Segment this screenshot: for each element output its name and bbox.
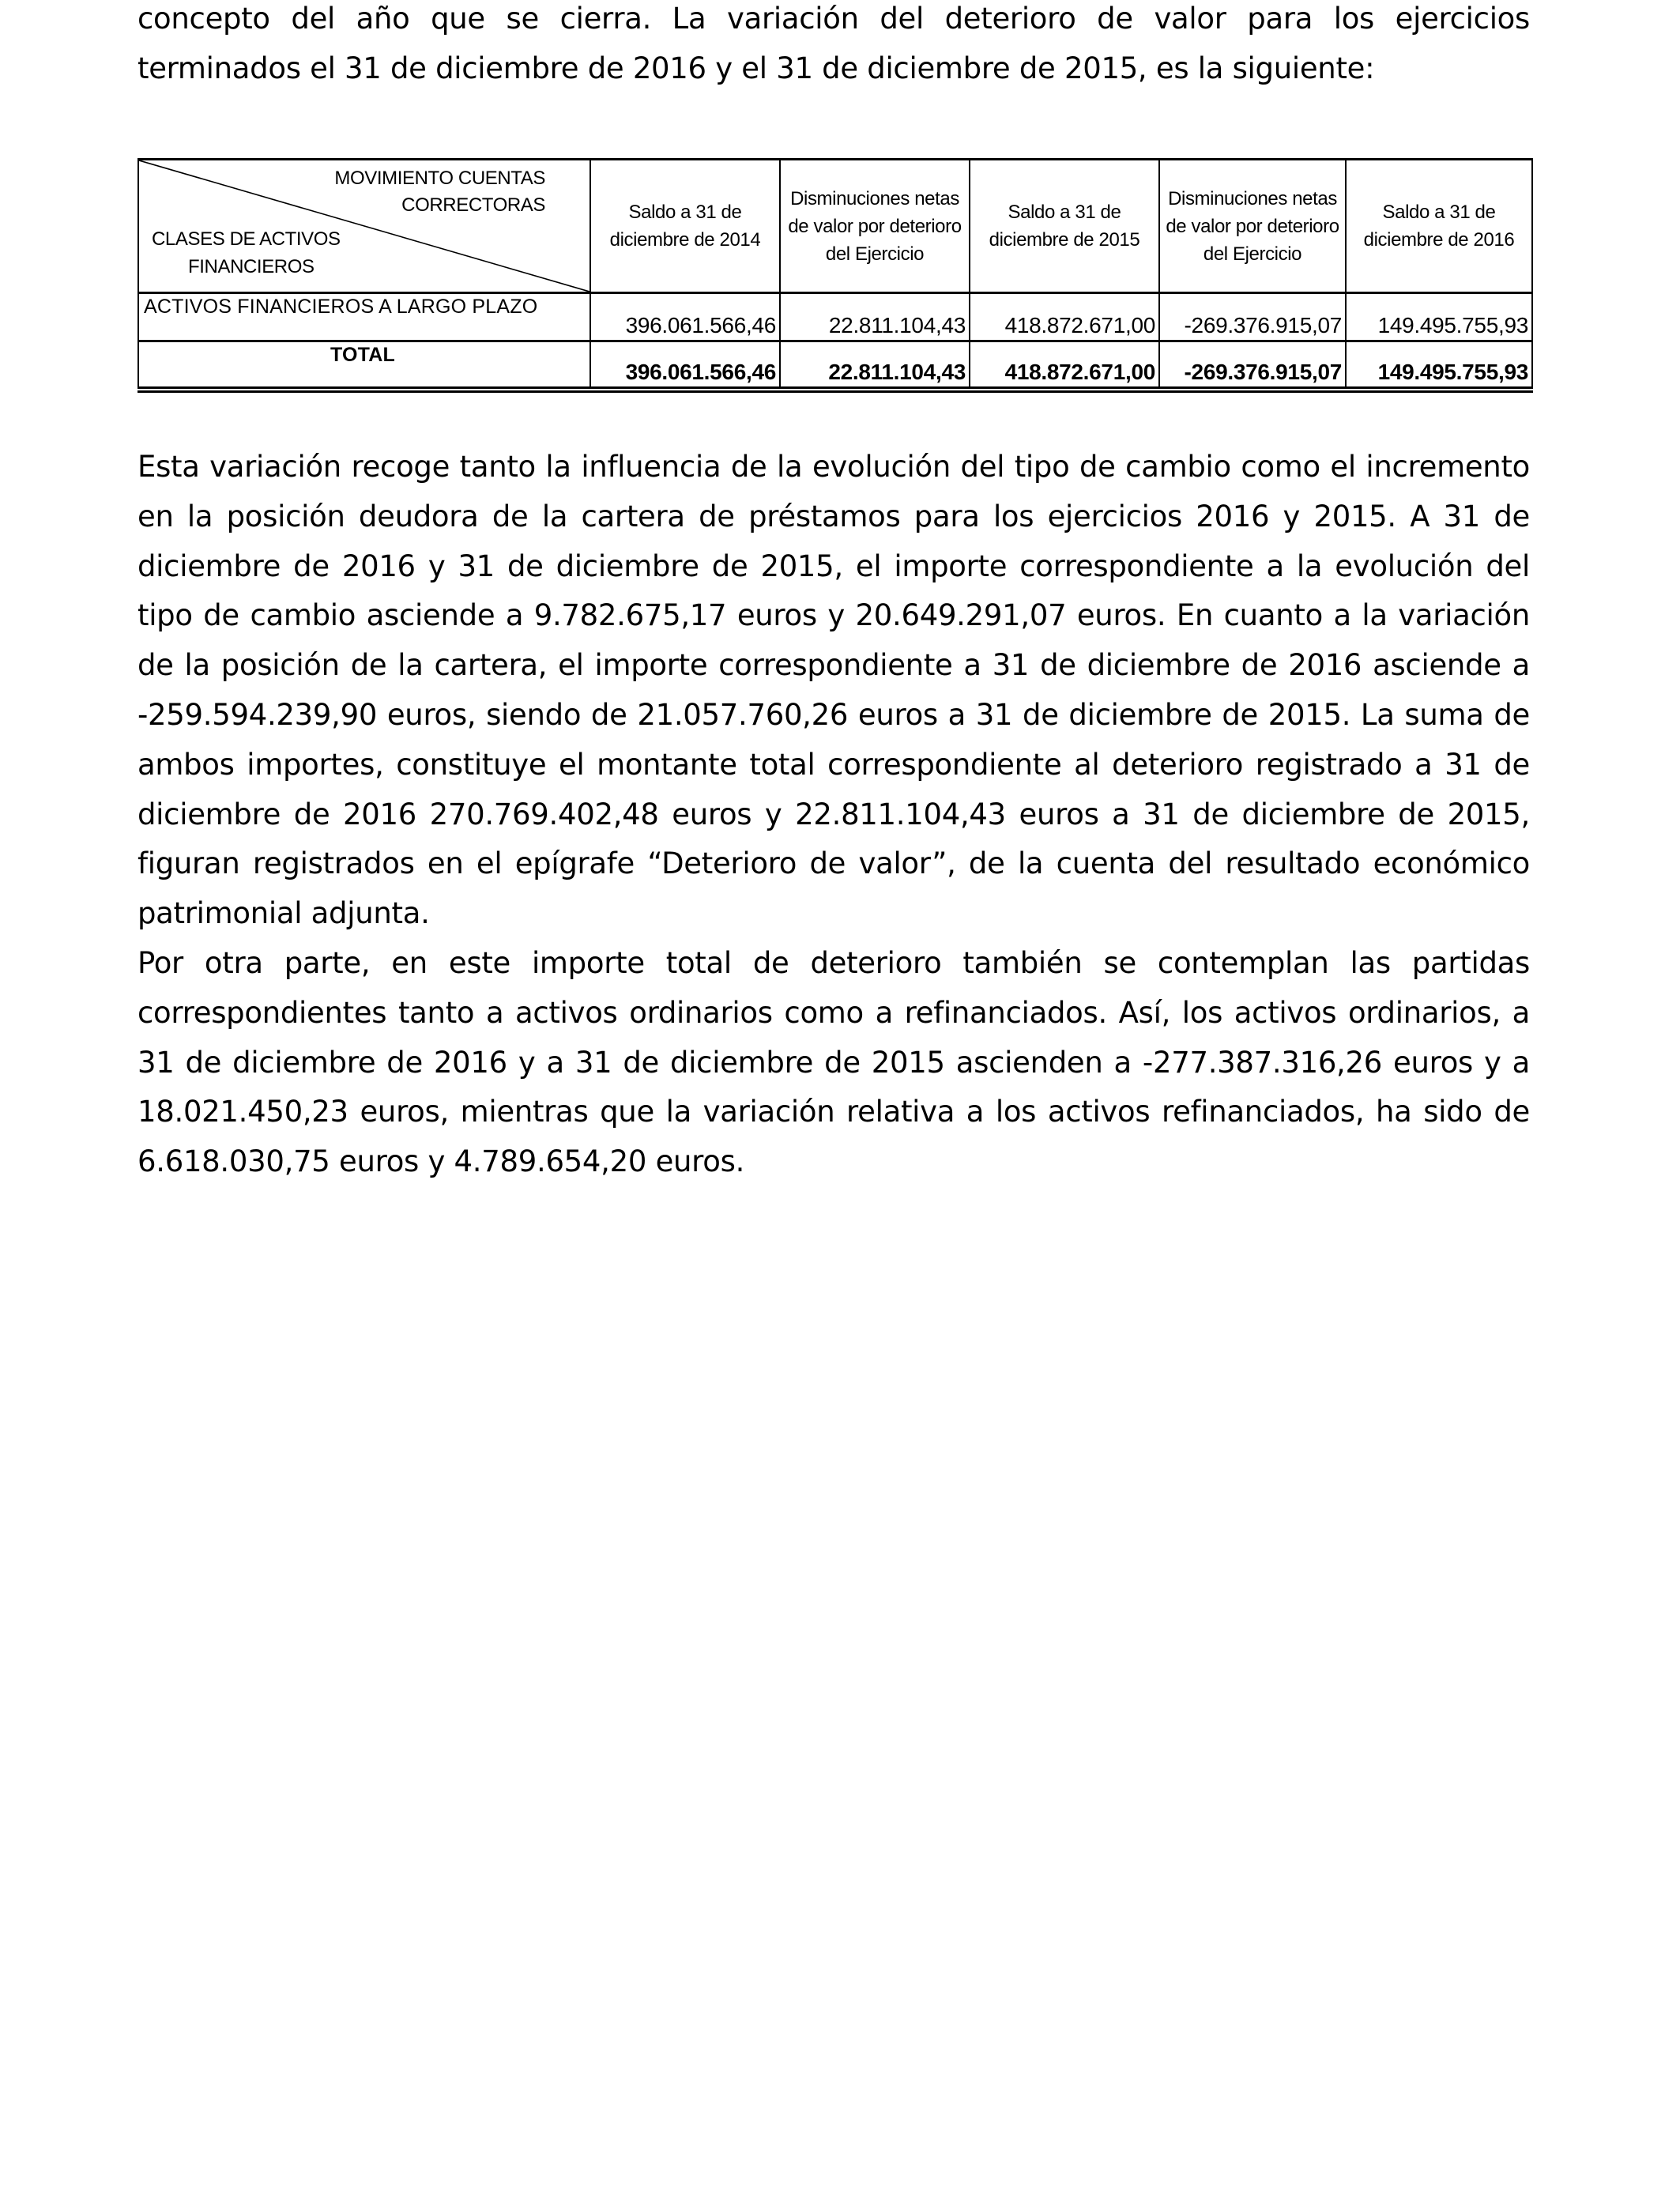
- row-label: ACTIVOS FINANCIEROS A LARGO PLAZO: [138, 293, 590, 341]
- table-cell: 149.495.755,93: [1346, 293, 1532, 341]
- total-cell: -269.376.915,07: [1159, 341, 1346, 390]
- table-cell: 418.872.671,00: [970, 293, 1159, 341]
- total-label: TOTAL: [138, 341, 590, 390]
- table-cell: -269.376.915,07: [1159, 293, 1346, 341]
- column-header: Saldo a 31 de diciembre de 2016: [1346, 160, 1532, 293]
- total-cell: 149.495.755,93: [1346, 341, 1532, 390]
- corner-bottom-label: CLASES DE ACTIVOS FINANCIEROS: [152, 228, 341, 277]
- body-paragraph-ordinary-refinanced: Por otra parte, en este importe total de deterioro también se contemplan las partidas correspondientes tanto a activos ordinarios como a refinanciados. Así, los activos ordinarios, a 31 de diciembre de 2016 y a 31 de diciembre de 2015 ascienden a -277.387.316,26 euros y a 18.021.450,23 euros, mientras que la variación relativa a los activos refinanciados, ha sido de 6.618.030,75 euros y 4.789.654,20 euros.: [137, 946, 1530, 1179]
- impairment-table: [137, 158, 1533, 393]
- table-header-row: [138, 160, 1532, 293]
- table-cell: 22.811.104,43: [780, 293, 970, 341]
- total-cell: 22.811.104,43: [780, 341, 970, 390]
- column-header: Saldo a 31 de diciembre de 2014: [590, 160, 780, 293]
- column-header: Disminuciones netas de valor por deterioro del Ejercicio: [780, 160, 970, 293]
- total-cell: 396.061.566,46: [590, 341, 780, 390]
- total-cell: 418.872.671,00: [970, 341, 1159, 390]
- total-row: [138, 341, 1532, 390]
- table-cell: 396.061.566,46: [590, 293, 780, 341]
- intro-paragraph: concepto del año que se cierra. La variación del deterioro de valor para los ejercicios terminados el 31 de diciembre de 2016 y el 31 de diciembre de 2015, es la siguiente:: [137, 2, 1530, 85]
- corner-top-label: MOVIMIENTO CUENTAS CORRECTORAS: [334, 168, 545, 216]
- table-row: [138, 293, 1532, 341]
- column-header: Saldo a 31 de diciembre de 2015: [970, 160, 1159, 293]
- corner-header-cell: [138, 160, 590, 293]
- body-paragraph-exchange-variation: Esta variación recoge tanto la influencia de la evolución del tipo de cambio como el incremento en la posición deudora de la cartera de préstamos para los ejercicios 2016 y 2015. A 31 de diciembre de 2016 y 31 de diciembre de 2015, el importe correspondiente a la evolución del tipo de cambio asciende a 9.782.675,17 euros y 20.649.291,07 euros. En cuanto a la variación de la posición de la cartera, el importe correspondiente a 31 de diciembre de 2016 asciende a -259.594.239,90 euros, siendo de 21.057.760,26 euros a 31 de diciembre de 2015. La suma de ambos importes, constituye el montante total correspondiente al deterioro registrado a 31 de diciembre de 2016 270.769.402,48 euros y 22.811.104,43 euros a 31 de diciembre de 2015, figuran registrados en el epígrafe “Deterioro de valor”, de la cuenta del resultado económico patrimonial adjunta.: [137, 450, 1530, 931]
- column-header: Disminuciones netas de valor por deterioro del Ejercicio: [1159, 160, 1346, 293]
